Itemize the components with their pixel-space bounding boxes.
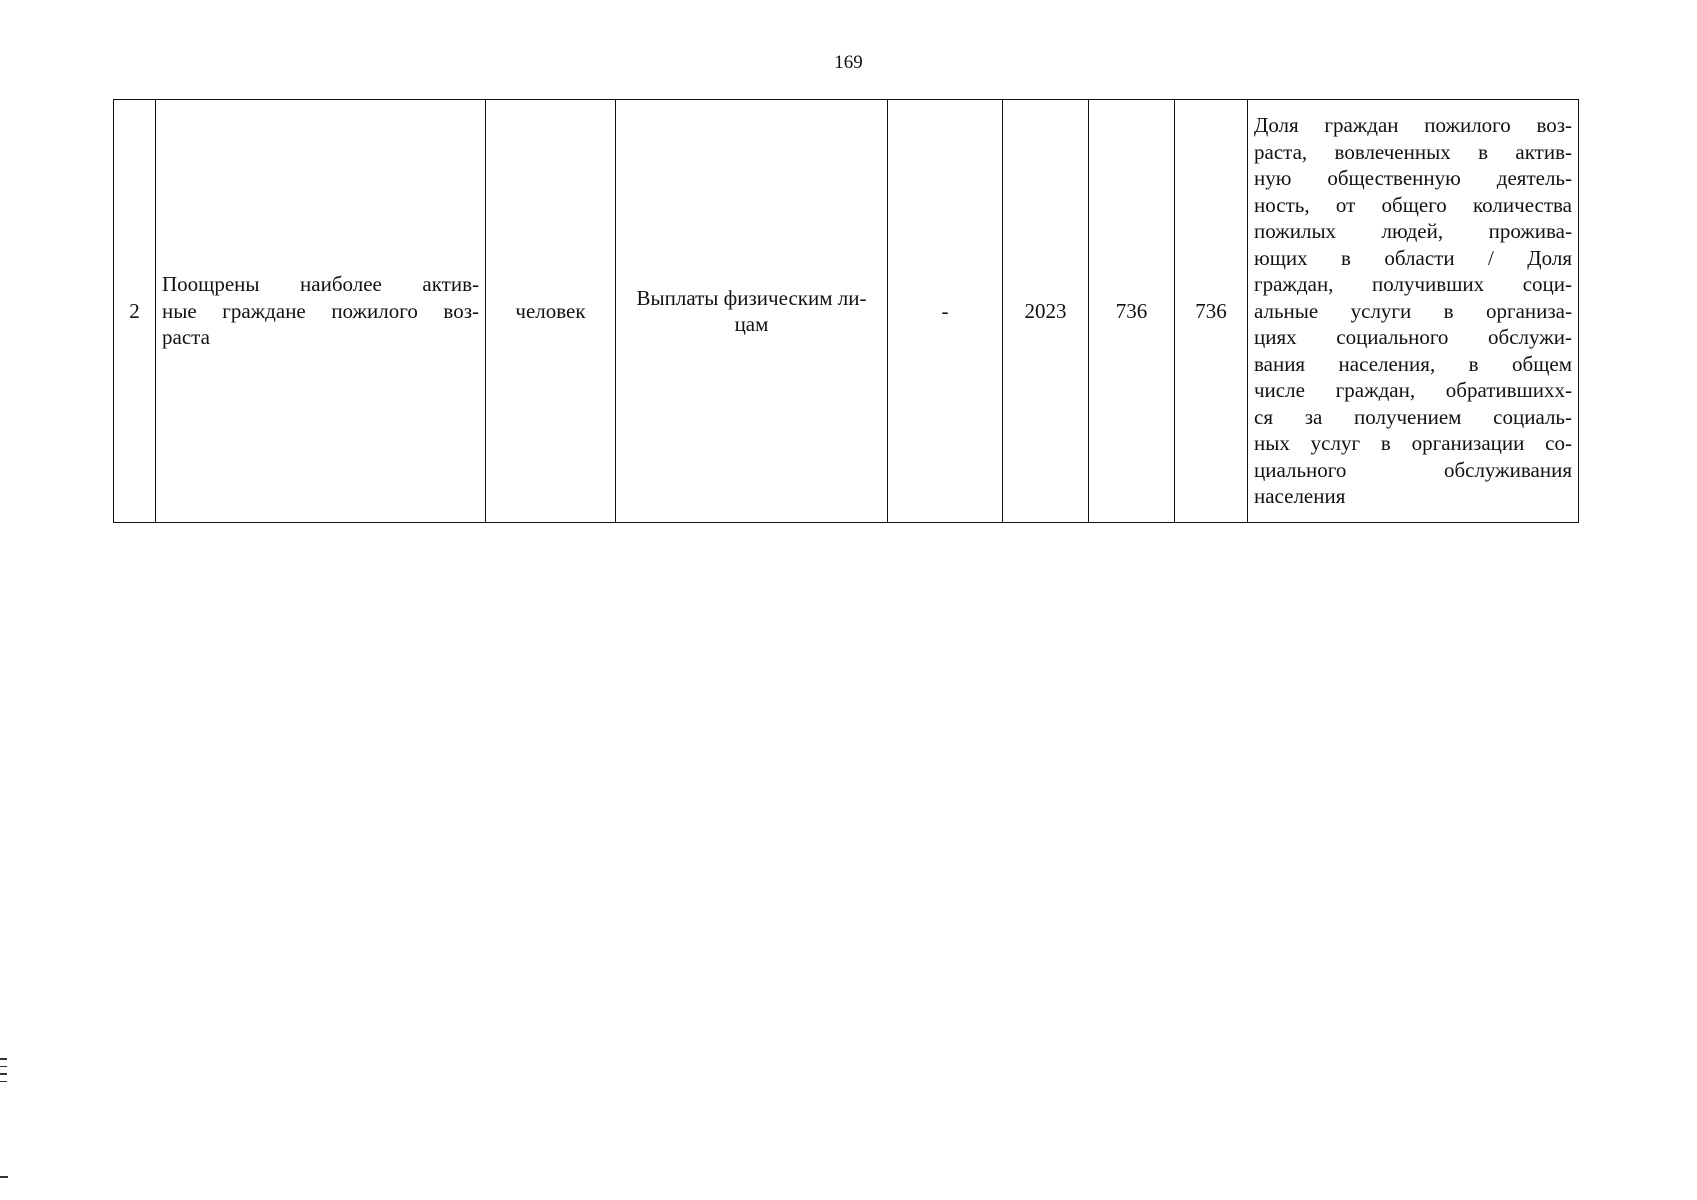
indicator-line: пожилых людей, прожива- (1254, 219, 1572, 244)
result-cell (156, 100, 486, 523)
payment-type-cell (616, 100, 888, 523)
payment-type-line: Выплаты физическим ли- (636, 285, 867, 310)
value-cell-1: 736 (1089, 100, 1175, 523)
indicator-line: Доля граждан пожилого воз- (1254, 113, 1572, 138)
indicator-line: ность, от общего количества (1254, 192, 1572, 217)
page-number: 169 (834, 52, 863, 73)
table-row (114, 100, 1579, 523)
indicator-line: вания населения, в общем (1254, 351, 1572, 376)
indicator-cell (1248, 100, 1579, 523)
scan-margin-mark (0, 1176, 8, 1178)
indicator-line: раста, вовлеченных в актив- (1254, 139, 1572, 164)
year-cell: 2023 (1003, 100, 1089, 523)
result-line: Поощрены наиболее актив- (162, 272, 479, 297)
unit-cell: человек (486, 100, 616, 523)
scan-margin-marks (0, 1058, 8, 1088)
indicator-line: циях социального обслужи- (1254, 325, 1572, 350)
indicator-line: ных услуг в организации со- (1254, 431, 1572, 456)
payment-type-line: цам (734, 312, 769, 336)
dash-cell: - (888, 100, 1003, 523)
data-table (113, 99, 1579, 523)
indicator-line: граждан, получивших соци- (1254, 272, 1572, 297)
result-line: ные граждане пожилого воз- (162, 298, 479, 323)
indicator-line: циального обслуживания (1254, 457, 1572, 482)
indicator-line: ся за получением социаль- (1254, 404, 1572, 429)
row-number-cell: 2 (114, 100, 156, 523)
indicator-line: числе граждан, обратившихх- (1254, 378, 1572, 403)
indicator-line: населения (1254, 484, 1346, 509)
result-line: раста (162, 325, 210, 350)
indicator-line: ную общественную деятель- (1254, 166, 1572, 191)
indicator-line: альные услуги в организа- (1254, 298, 1572, 323)
indicator-line: ющих в области / Доля (1254, 245, 1572, 270)
value-cell-2: 736 (1175, 100, 1248, 523)
